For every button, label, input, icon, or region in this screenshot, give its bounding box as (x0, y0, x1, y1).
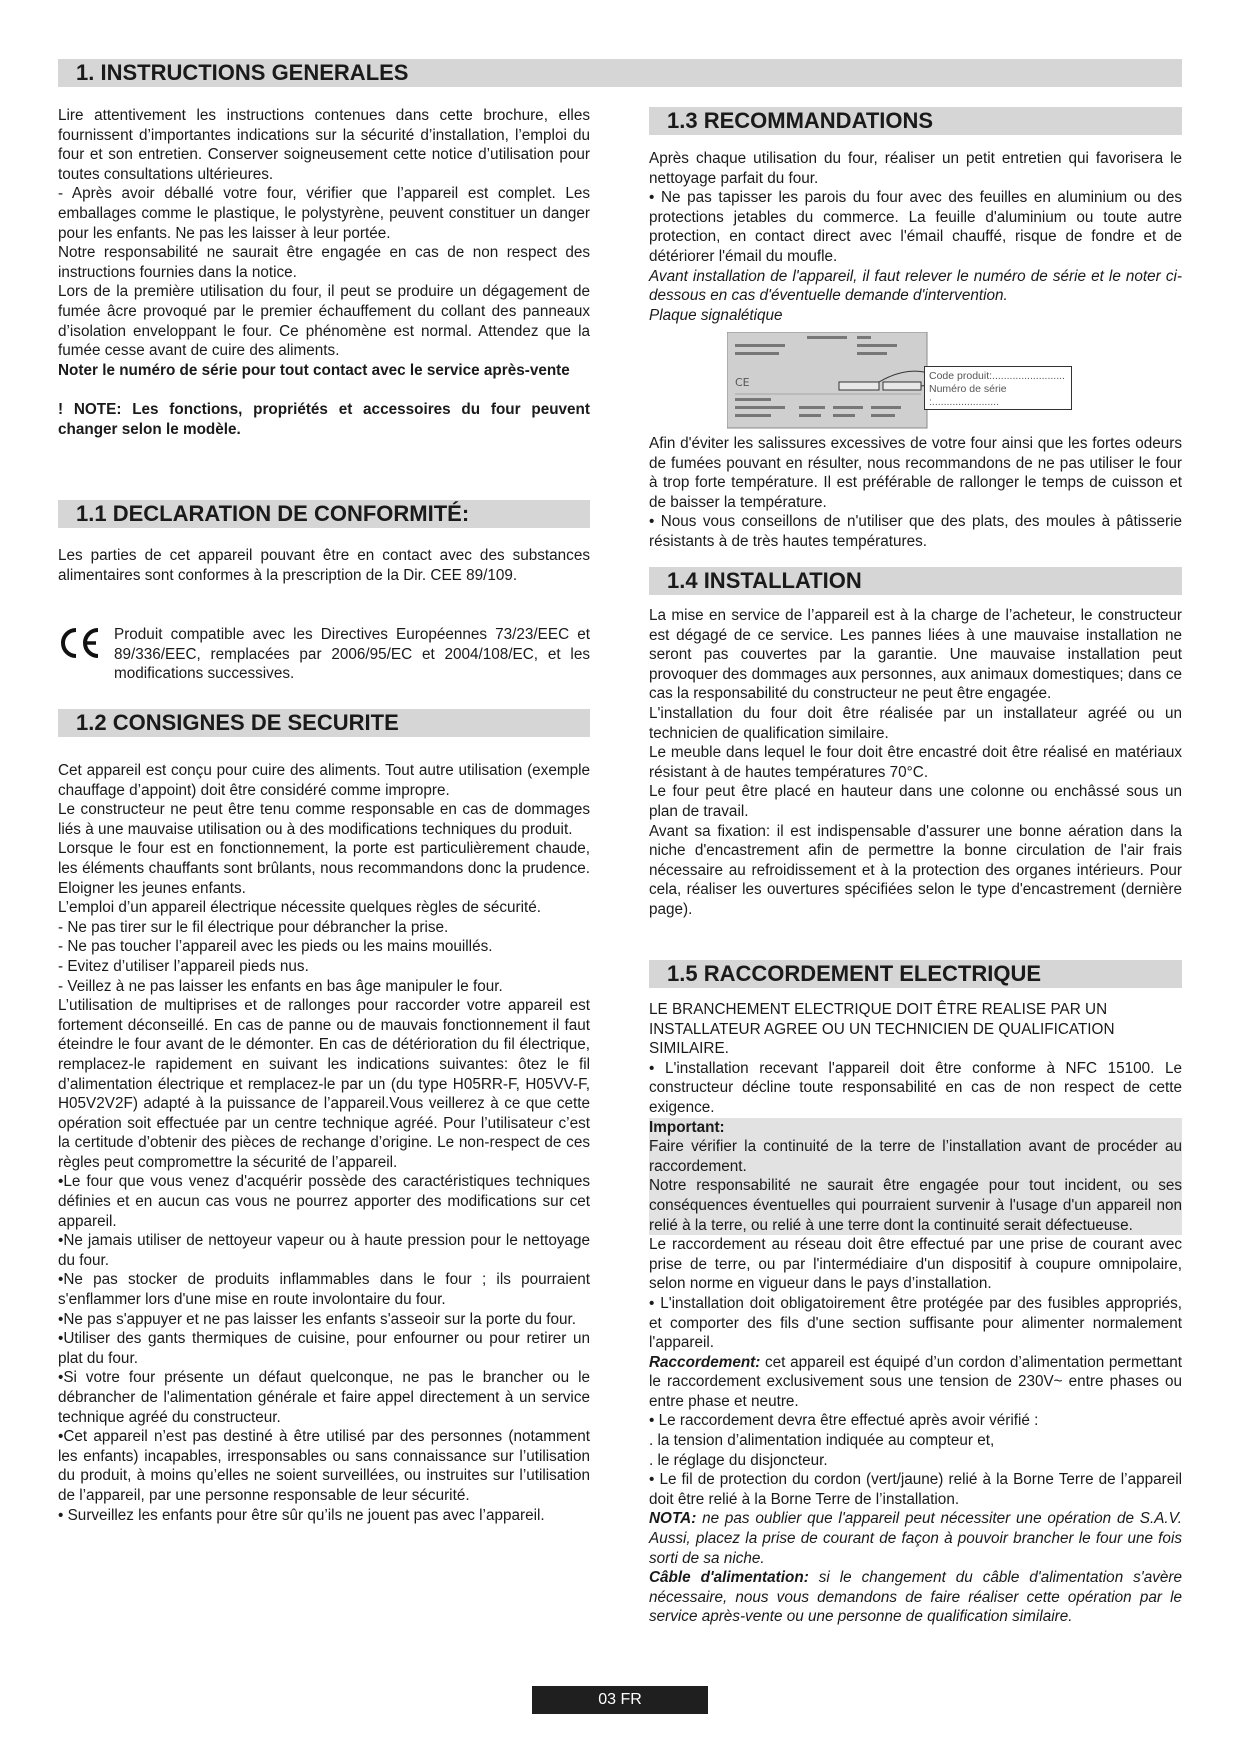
general-paragraph: Lors de la première utilisation du four, il peut se produire un dégagement de fumée âcre provoqué par le premier échauffement du collant des panneaux d’isolation enveloppant le four. Ce phénomène est normal. Attendez que la fumée cesse avant de cuire des aliments. (58, 283, 590, 360)
recommendation-paragraph: • Ne pas tapisser les parois du four avec des feuilles en aluminium ou des protections jetables du commerce. La feuille d'aluminium ou toute autre protection, en contact direct avec l'émail chauffé, risque de fondre et de détériorer l'émail du moufle. (649, 189, 1182, 265)
safety-paragraph: Lorsque le four est en fonctionnement, la porte est particulièrement chaude, les éléments chauffants sont brûlants, nous recommandons donc la prudence. Eloigner les jeunes enfants. (58, 840, 590, 897)
electrical-paragraph: Le raccordement au réseau doit être effectué par une prise de courant avec prise de terre, ou par l'intermédiaire d'un dispositif à coupure omnipolaire, selon norme en vigueur dans le pays d’installation. (649, 1236, 1182, 1293)
serial-number-note: Noter le numéro de série pour tout contact avec le service après-vente (58, 361, 570, 379)
general-text (58, 106, 590, 439)
installation-paragraph: Le meuble dans lequel le four doit être encastré doit être réalisé en matériaux résistant à de hautes températures 70°C. (649, 744, 1182, 781)
cable-label: Câble d'alimentation: (649, 1569, 809, 1587)
nota-paragraph (649, 1509, 1182, 1568)
important-label: Important: (649, 1118, 1182, 1138)
electrical-text (649, 1000, 1182, 1627)
installation-paragraph: Avant sa fixation: il est indispensable d'assurer une bonne aération dans la niche d'encastrement afin de permettre la bonne circulation de l'air frais nécessaire au refroidissement et à la protection des organes intérieurs. Pour cela, réaliser les ouvertures spécifiées selon le type d'encastrement (dernière page). (649, 822, 1182, 918)
safety-paragraph: L’emploi d’un appareil électrique nécessite quelques règles de sécurité. (58, 899, 542, 917)
product-code-field: Code produit:......................... (929, 370, 1065, 382)
rating-plate-label: Plaque signalétique (649, 306, 783, 324)
safety-bullet: •Si votre four présente un défaut quelconque, ne pas le brancher ou le débrancher de l'alimentation générale et faire appel directement à un service technique agréé du constructeur. (58, 1369, 590, 1426)
safety-bullet: •Ne pas s'appuyer et ne pas laisser les enfants s'asseoir sur la porte du four. (58, 1310, 576, 1328)
safety-bullet: •Ne jamais utiliser de nettoyeur vapeur ou à haute pression pour le nettoyage du four. (58, 1232, 590, 1269)
cable-paragraph (649, 1568, 1182, 1627)
recommendation-paragraph: Afin d'éviter les salissures excessives de votre four ainsi que les fortes odeurs de fumées pouvant en résulter, nous recommandons de ne pas utiliser le four à trop forte température. Il est préférable de rallonger le temps de cuisson et de baisser la température. (649, 435, 1182, 511)
safety-list-item: - Veillez à ne pas laisser les enfants en bas âge manipuler le four. (58, 977, 503, 995)
heading-installation: 1.4 INSTALLATION (649, 567, 1182, 595)
heading-declaration-conformite: 1.1 DECLARATION DE CONFORMITÉ: (58, 500, 590, 528)
cable-text: si le changement du câble d'alimentation s'avère nécessaire, nous vous demandons de faire réaliser cette opération par le service après-vente ou une personne de qualification similaire. (649, 1569, 1182, 1626)
raccordement-paragraph (649, 1353, 1182, 1412)
safety-bullet: •Ne pas stocker de produits inflammables dans le four ; ils pourraient s'enflammer lors d'une mise en route involontaire du four. (58, 1271, 590, 1309)
electrical-list-item: • Le raccordement devra être effectué après avoir vérifié : (649, 1412, 1039, 1430)
safety-bullet: •Utiliser des gants thermiques de cuisine, pour enfourner ou pour retirer un plat du four. (58, 1330, 590, 1367)
recommendation-paragraph: • Nous vous conseillons de n'utiliser que des plats, des moules à pâtisserie résistants à de très hautes températures. (649, 513, 1182, 550)
recommendation-paragraph: Après chaque utilisation du four, réaliser un petit entretien qui favorisera le nettoyage parfait du four. (649, 150, 1182, 187)
heading-general-instructions: 1. INSTRUCTIONS GENERALES (58, 59, 1182, 87)
heading-recommandations: 1.3 RECOMMANDATIONS (649, 107, 1182, 135)
installation-paragraph: La mise en service de l’appareil est à la charge de l’acheteur, le constructeur est dégagé de ce service. Les pannes liées à une mauvaise installation ne seront pas couvertes par la garantie. Une mauvaise installation peut provoquer des dommages aux personnes, aux animaux domestiques; dans ce cas la responsabilité du constructeur ne peut être engagée. (649, 607, 1182, 703)
page-number: 03 FR (532, 1686, 708, 1714)
ce-mark-icon (58, 627, 102, 659)
safety-bullet: •Le four que vous venez d'acquérir possède des caractéristiques techniques définies et en aucun cas vous ne pourrez apporter des modifications sur cet appareil. (58, 1173, 590, 1230)
electrical-paragraph: • L'installation doit obligatoirement être protégée par des fusibles appropriés, et comporter des fils d'une section suffisante pour alimenter normalement l'appareil. (649, 1294, 1182, 1352)
safety-list-item: - Evitez d’utiliser l’appareil pieds nus. (58, 957, 309, 975)
safety-text (58, 761, 590, 1525)
svg-text:CE: CE (735, 376, 750, 389)
safety-paragraph: Cet appareil est conçu pour cuire des aliments. Tout autre utilisation (exemple chauffage d’appoint) doit être considéré comme impropre. (58, 762, 590, 799)
ce-compliance-text: Produit compatible avec les Directives Européennes 73/23/EEC et 89/336/EEC, remplacées par 2006/95/EC et 2004/108/EC, et les modifications successives. (114, 626, 590, 683)
installation-paragraph: L'installation du four doit être réalisée par un installateur agréé ou un technicien de qualification similaire. (649, 704, 1182, 742)
installation-paragraph: Le four peut être placé en hauteur dans une colonne ou enchâssé sous un plan de travail. (649, 783, 1182, 820)
safety-paragraph: L’utilisation de multiprises et de rallonges pour raccorder votre appareil est fortement déconseillé. En cas de panne ou de mauvais fonctionnement il faut éteindre le four avant de le démonter. En cas de détérioration du fil électrique, remplacez-le rapidement en suivant les indications suivantes: ôtez le fil d’alimentation électrique et remplacez-le par un (du type H05RR-F, H05VV-F, H05V2V2F) adapté à la puissance de l’appareil.Vous veillerez à ce que cette opération soit effectuée par un centre technique agréé. Pour l’utilisateur c’est la certitude d’obtenir des pièces de rechange d’origine. Le non-respect de ces règles peut compromettre la sécurité de l’appareil. (58, 997, 590, 1171)
serial-number-field: Numéro de série :....................... (929, 383, 1007, 408)
important-paragraph: Faire vérifier la continuité de la terre de l’installation avant de procéder au raccordement. (649, 1138, 1182, 1175)
nota-text: ne pas oublier que l'appareil peut nécessiter une opération de S.A.V. Aussi, placez la prise de courant de façon à pouvoir brancher le four une fois sorti de sa niche. (649, 1510, 1182, 1567)
electrical-paragraph: • Le fil de protection du cordon (vert/jaune) relié à la Borne Terre de l’appareil doit être relié à la Borne Terre de l’installation. (649, 1471, 1182, 1508)
recommendations-text (649, 149, 1182, 325)
heading-consignes-securite: 1.2 CONSIGNES DE SECURITE (58, 709, 590, 737)
general-paragraph: Lire attentivement les instructions contenues dans cette brochure, elles fournissent d’importantes indications sur la sécurité d’installation, l’emploi du four et son entretien. Conserver soigneusement cette notice d’utilisation pour toutes consultations ultérieures. (58, 107, 590, 183)
raccordement-text: cet appareil est équipé d’un cordon d’alimentation permettant le raccordement exclusivement sous une tension de 230V~ entre phases ou entre phase et neutre. (649, 1353, 1182, 1410)
general-paragraph: - Après avoir déballé votre four, vérifier que l’appareil est complet. Les emballages comme le plastique, le polystyrène, peuvent constituer un danger pour les enfants. Ne pas les laisser à leur portée. (58, 185, 590, 242)
safety-bullet: • Surveillez les enfants pour être sûr qu’ils ne jouent pas avec l’appareil. (58, 1506, 545, 1524)
serial-plate-box (924, 366, 1072, 410)
safety-list-item: - Ne pas tirer sur le fil électrique pour débrancher la prise. (58, 918, 449, 936)
general-paragraph: Notre responsabilité ne saurait être engagée en cas de non respect des instructions fournies dans la notice. (58, 244, 590, 281)
safety-bullet: •Cet appareil n’est pas destiné à être utilisé par des personnes (notamment les enfants) incapables, irresponsables ou sans connaissance sur l’utilisation du produit, à moins qu’elles ne soient surveillées, ou instruites sur l’utilisation de l’appareil, par une personne responsable de leur sécurité. (58, 1428, 590, 1504)
heading-raccordement-electrique: 1.5 RACCORDEMENT ELECTRIQUE (649, 960, 1182, 988)
raccordement-label: Raccordement: (649, 1353, 761, 1371)
electrical-paragraph: • L'installation recevant l'appareil doit être conforme à NFC 15100. Le constructeur décline toute responsabilité en cas de non respect de cette exigence. (649, 1059, 1182, 1116)
installation-text (649, 606, 1182, 920)
safety-list-item: - Ne pas toucher l’appareil avec les pieds ou les mains mouillés. (58, 938, 493, 956)
electrical-list-item: . le réglage du disjoncteur. (649, 1451, 828, 1469)
recommendations-text-2 (649, 434, 1182, 552)
conformity-text: Les parties de cet appareil pouvant être en contact avec des substances alimentaires sont conformes à la prescription de la Dir. CEE 89/109. (58, 547, 590, 584)
nota-label: NOTA: (649, 1510, 697, 1528)
electrical-paragraph: LE BRANCHEMENT ELECTRIQUE DOIT ÊTRE REALISE PAR UN INSTALLATEUR AGREE OU UN TECHNICIEN DE QUALIFICATION SIMILAIRE. (649, 1001, 1115, 1058)
important-paragraph: Notre responsabilité ne saurait être engagée pour tout incident, ou ses conséquences éventuelles qui pourraient survenir à l'usage d'un appareil non relié à la terre, ou relié à une terre dont la continuité serait défectueuse. (649, 1177, 1182, 1234)
serial-instruction: Avant installation de l'appareil, il faut relever le numéro de série et le noter ci-dessous en cas d'éventuelle demande d'intervention. (649, 267, 1182, 305)
model-note: ! NOTE: Les fonctions, propriétés et accessoires du four peuvent changer selon le modèle. (58, 400, 590, 438)
safety-paragraph: Le constructeur ne peut être tenu comme responsable en cas de dommages liés à une mauvaise utilisation ou à des modifications techniques du produit. (58, 801, 590, 838)
electrical-list-item: . la tension d’alimentation indiquée au compteur et, (649, 1432, 995, 1450)
